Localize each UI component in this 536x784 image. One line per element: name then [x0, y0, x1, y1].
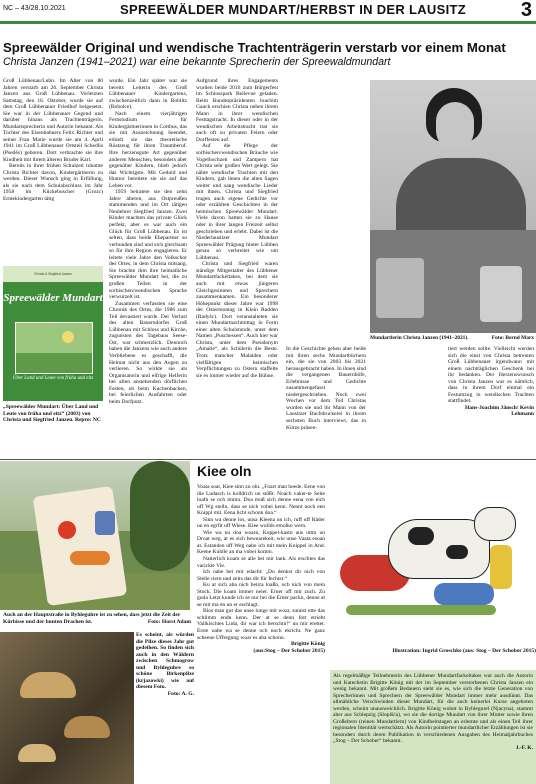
mushroom-caption-text: Es scheint, als würden die Pilze dieses Jahr gut gedeihen. So finden sich auch in den Wäldern zwischen Schmogrow und Byhleguhre so schöne Birkenpilze (krjazowki) wie auf diesem Foto. [136, 632, 194, 691]
article-paragraph: Aufgrund ihres Engagements wurden beide 2016 zum Bürgerfest im Schlosspark Bellevue geladen. Beim Bundespräsidenten Joachim Gauck erschien Christa neben ihrem Mann in ihrer wendischen Festtagstracht. In dieser oder in der wendischen Arbeitstracht trat sie auch oft zu privaten Feiern oder Dorffesten auf. [196, 78, 278, 143]
story-paragraph: Sinn wa denne los, unsa Kleena un ich, ruff uff Räder un en egrfit uff Wiese. Kiee wullds emolkn wern. [197, 516, 325, 530]
article-paragraph: 1959 heiratete sie den zehn Jahre älteren, aus Ostpreußen stammenden und im Ort tätigen Neulehrer Siegfried Janzen. Zwei Kinder machten das private Glück perfekt, aber es war auch ein Glück für Groß Lübbenau. Es ist selten, dass beide Ehepartner so verbunden sind und sich gleichsam so für ihre Region engagieren. Er leitete viele Jahre den Volkschor des Ortes, in dem Christa mitsang. Sie brachte ihm ihre heimatliche Spreewälder Mundart bei, die zu großen Teilen in der sorbischen/wendischen Sprache verwurzelt ist. [109, 189, 187, 301]
article-column-4 [286, 346, 366, 431]
book-caption [3, 404, 103, 424]
article-column-5 [448, 346, 534, 418]
book-cover-illustration [15, 322, 93, 374]
kite-caption [3, 612, 191, 625]
story-paragraph: Ich oabe bei mir edacht: „Du denkst dir nich von Stelle riern und zeits das dir für fechtst.“ [197, 569, 325, 582]
portrait-caption [370, 335, 534, 341]
info-box-signature: J.-F. K. [515, 745, 533, 752]
book-cover-authors: Christa & Siegfried Janzen [3, 266, 103, 282]
sun-illustration [62, 331, 74, 343]
kite-photo [0, 461, 190, 610]
mushroom-photo [0, 632, 134, 784]
story-paragraph: Voata soat, Kiee sinn zu oln. „Foart man beede. Eene von die Ludasch is kolldrich un stößt. Noach vaker-te Seite loafn se och immu. Doa muß sich denne eena von eich uff Wg stelln, dass se nich vobei kenn. Nennt noch een Knippl mit. Eena licht schonn doa.“ [197, 484, 325, 517]
story-paragraph: Ku at sich aba nich beirra loaßn, och nich von mein Stock. Die koam immer neier. Erner uff mir zuch. Zu guda Letzt kunde ich se nur bei die Erner packn, denne at se mit ma en un er eschlagt. [197, 582, 325, 608]
kite-caption-credit: Foto: Horst Adam [147, 618, 191, 625]
portrait-photo [370, 80, 536, 333]
article-paragraph: wurde. Ein Jahr später war sie bereits Leiterin des Groß Lübbenauer Kindergartens, zwischenzeitlich dann in Boblitz (Bobolce). [109, 78, 187, 111]
book-cover-image [3, 266, 103, 401]
story-paragraph: Natierlich koam se alle bei mir lank. Als erschtes das varickte Vie. [197, 556, 325, 569]
section-title: SPREEWÄLDER MUNDART/HERBST IN DER LAUSITZ [120, 2, 466, 17]
article-paragraph: Groß Lübbenau/Lubn. Im Alter von 80 Jahren verstarb am 26. September Christa Janzen aus Groß Lübbenau. Vorletzten Samstag, den 16. Oktober, wurde sie auf dem Groß Lübbenauer Friedhof beigesetzt. Sie war in der Lübbenauer Gegend und darüber hinaus als Trachtenträgerin, Mundartsprecherin und Autorin bekannt. Als Tochter des Eisenbahners Felix Richter und seiner Frau Marie wurde sie am 4. April 1941 im Groß Lübbenauer Ortsteil Schedlis (Pseděs) geboren. Dort verbrachte sie ihre Kindheit mit ihrem älteren Bruder Karl. [3, 78, 103, 163]
book-cover-subtitle: Über Land und Leute von früha und eitz [12, 376, 94, 381]
portrait-caption-text: Mundartlerin Christa Janzen (1941–2021). [370, 335, 469, 341]
article-paragraph: Nach einem vierjährigen Fernstudium für Kindergärtnerinnen in Cottbus, das sie mit Auszeichnung beendet, erhielt sie das theoretische Rüstzeug für ihren Traumberuf. Ihre herzensgute Art gegenüber anderen Menschen, besonders aber gegenüber Kindern, blieb jedoch das Wichtigste. Mit Geduld und Humor bereitete sie sie auf das Leben vor. [109, 110, 187, 189]
story-author: Brigitte König [290, 641, 325, 648]
portrait-caption-credit: Foto: Bernd Marx [491, 335, 534, 341]
mushroom-caption-credit: Foto: A. G. [167, 690, 194, 697]
book-caption-credit: Repro: NC [74, 417, 101, 424]
info-box [330, 670, 536, 784]
story-column [197, 484, 325, 654]
article-paragraph: Christa und Siegfried waren ständige Mitgestalter des Lübbener Mundartfackeltakes, bei dem sie auch mit etwas jüngeren Gleichgesinnten und Sprechern zusammenkamen. Ein besonderer Höhepunkt dieser Jahre war 1998 der Ostermontag in Klein Radden (Radyšc). Dort veranstalteten sie einen Mundartnachmittag in Form einer alten Schulstunde, unter dem Namen „Puschessen“. Auch hier war Christa, unter dem Pseudonym „Amalie“, als Schülerin die Beste. Trotz mancher Malaiden oder vielfältigen heimischen Verpflichtungen zu Ostern staffelte sie es immer wieder auf die Bühne. [196, 261, 278, 379]
article-paragraph: In die Geschichte gehen aber beide mit ihren sechs Mundartbüchern ein, die sie von 2003 bis 2021 herausgebracht haben. In ihnen sind die vergangenen Bauernhöfe, Erlebnisse und Gedichte zusammengefasst niedergeschrieben. Noch zwei Wochen vor dem Tod Christas wurden sie und ihr Mann von der Lausitzer Buchdruckerei in ihrem sechsten Buch interviewt, das in Kürze präsen- [286, 346, 366, 431]
article-subheadline: Christa Janzen (1941–2021) war eine bekannte Sprecherin der Spreewaldmundart [3, 56, 391, 68]
page-number: 3 [520, 0, 532, 21]
page-header [0, 0, 536, 22]
article-column-3 [196, 78, 278, 379]
kite-caption-text: Auch an der Hauptstraße in Byhleguhre ist zu sehen, dass jetzt die Zeit der Kürbisse und der bunten Drachen ist. [3, 612, 181, 625]
story-paragraph: Blos man gut das unse lunge mit woar, sunnst ette das schlimm endn kenn. Der at se denn fott etriebt Vallkischtes Luda, dir war ich berschtn!“ un mir erettet. Erste oabe wa se denne och noch ekricht. Ne ganz scheene Uffregung woar es aba schonn. [197, 608, 325, 641]
info-box-text: Als regelmäßige Teilnehmerin des Lübbener Mundartfackeltakes war auch die Autorin und Katechetin Brigitte König mit der im September verstorbenen Christa Janzen ein wenig bekannt. Mit großem Bedauern sieht sie es, wie sich die letzte Generation von Sprecherinnen und Sprechern der Spreewälder Mundart immer mehr ausdünnt. Das allmähliche Verschwinden dieser Mundart, für die auch keinerlei Kurse angeboten werden, scheint unausweichlich. Brigitte König wohnt in Byhlegurel (Njacyna), stammt aber aus Schlepzig (Slopišća), wo sie die dortige Mundart von ihrer Mutter sowie ihren Großeltern (reinen Mundartlern) von Kindheitstagen an erlernte und als einen Teil ihrer regionalen Identität wertschätzt. Als Autorin pointierter mundartlicher Erzählungen ist sie besonders durch deren Publikation in verschiedenen Ausgaben des Heimatjahrbuches „Stog – Der Schober“ bekannt. [333, 673, 533, 745]
article-paragraph: Zusammen verfassten sie eine Chronik des Ortes, die 1986 zum Teil devastiert wurde. Der Verlust des alten Bauerndorfes Groß Lübbenau mit Schloss und Kirche, zugunsten des Tagebaus Seese-Ost, war schmerzlich. Dennoch haben die Janzens wie auch andere Verbliebene es geschafft, die Heimat nicht aus den Augen zu verlieren. So wirkte sie als Organisatorin und eifrige Helferin bei allen anstehenden dörflichen Festen, ob beim Kuchenbacken, bei feierlichen Ausfahrten oder beim Dorfputz. [109, 300, 187, 405]
article-paragraph: Auf die Pflege der sorbischen/wendischen Bräuche wie Vogelhochzeit und Zampern hat Christa sehr großen Wert gelegt. Sie nähte wendische Trachten mit den Kindern, gab ihnen die alten Sagen weiter und sang wendische Lieder mit ihnen. Christa und Siegfried trugen auch eigene Gedichte vor oder erzählten Geschichten in der heimischen Spreewälder Mundart. Viele davon hatten sie zu Hause oder in ihrer langen Freizeit selbst geschrieben und erlebt. Dabei ist die Niederlausitzer Mundart Spreewälder Prägung hinter Lübben genau so verbreitet wie um Lübbenau. [196, 143, 278, 261]
story-title: Kiee oln [197, 463, 252, 479]
article-author: Hans-Joachim Jänsch/ Kevin Lehmann [464, 404, 534, 418]
story-paragraph: Wie wa nu doa woarn, Koppel-kastn aus uttm un Droat weg, at es sich bewearekeit, wie unse Vaata esoan at. Estanden uff Weg oabe ich mit mein Knippel in And. Keene Kuhlle an ma vobei komm. [197, 529, 325, 556]
article-paragraph: tiert werden sollte. Vielleicht werden sich die einst von Christa betreuten Groß Lübbenauer irgendwann mit einem nachträglichen Geschenk bei ihr bedanken. Der Herzenswunsch von Christa Janzen war es nämlich, dass in ihrem Dorf einmal ein Festumzug in wendischen Trachten stattfindet. [448, 346, 534, 405]
section-divider [0, 459, 536, 460]
issue-number: NC – 43/28.10.2021 [3, 5, 66, 12]
article-column-1 [3, 78, 103, 202]
article-headline: Spreewälder Original und wendische Trachtenträgerin verstarb vor einem Monat [3, 40, 506, 55]
story-source: (aus:Stog – Der Schober 2015) [253, 647, 325, 654]
cow-illustration [330, 485, 536, 645]
header-divider [0, 21, 536, 24]
illustration-caption: Illustration: Ingrid Groschke (aus: Stog – Der Schober 2015) [392, 648, 536, 654]
book-cover-title: Spreewälder Mundart [3, 292, 103, 304]
book-caption-text: „Spreewälder Mundart: Über Land und Leute von früha und eitz“ (2003) von Christa und Siegfried Janzen. [3, 404, 99, 424]
article-paragraph: Bereits in ihrer frühen Schulzeit träumte Christa Richter davon, Kindergärtnerin zu werden. Dieser Wunsch ging in Erfüllung, als sie nach dem Schulabschluss im Jahr 1958 im Kückebuscher (Grozc) Erntekindergarten tätig [3, 163, 103, 202]
mushroom-caption [136, 632, 194, 697]
field-illustration [16, 353, 92, 373]
article-column-2 [109, 78, 187, 405]
